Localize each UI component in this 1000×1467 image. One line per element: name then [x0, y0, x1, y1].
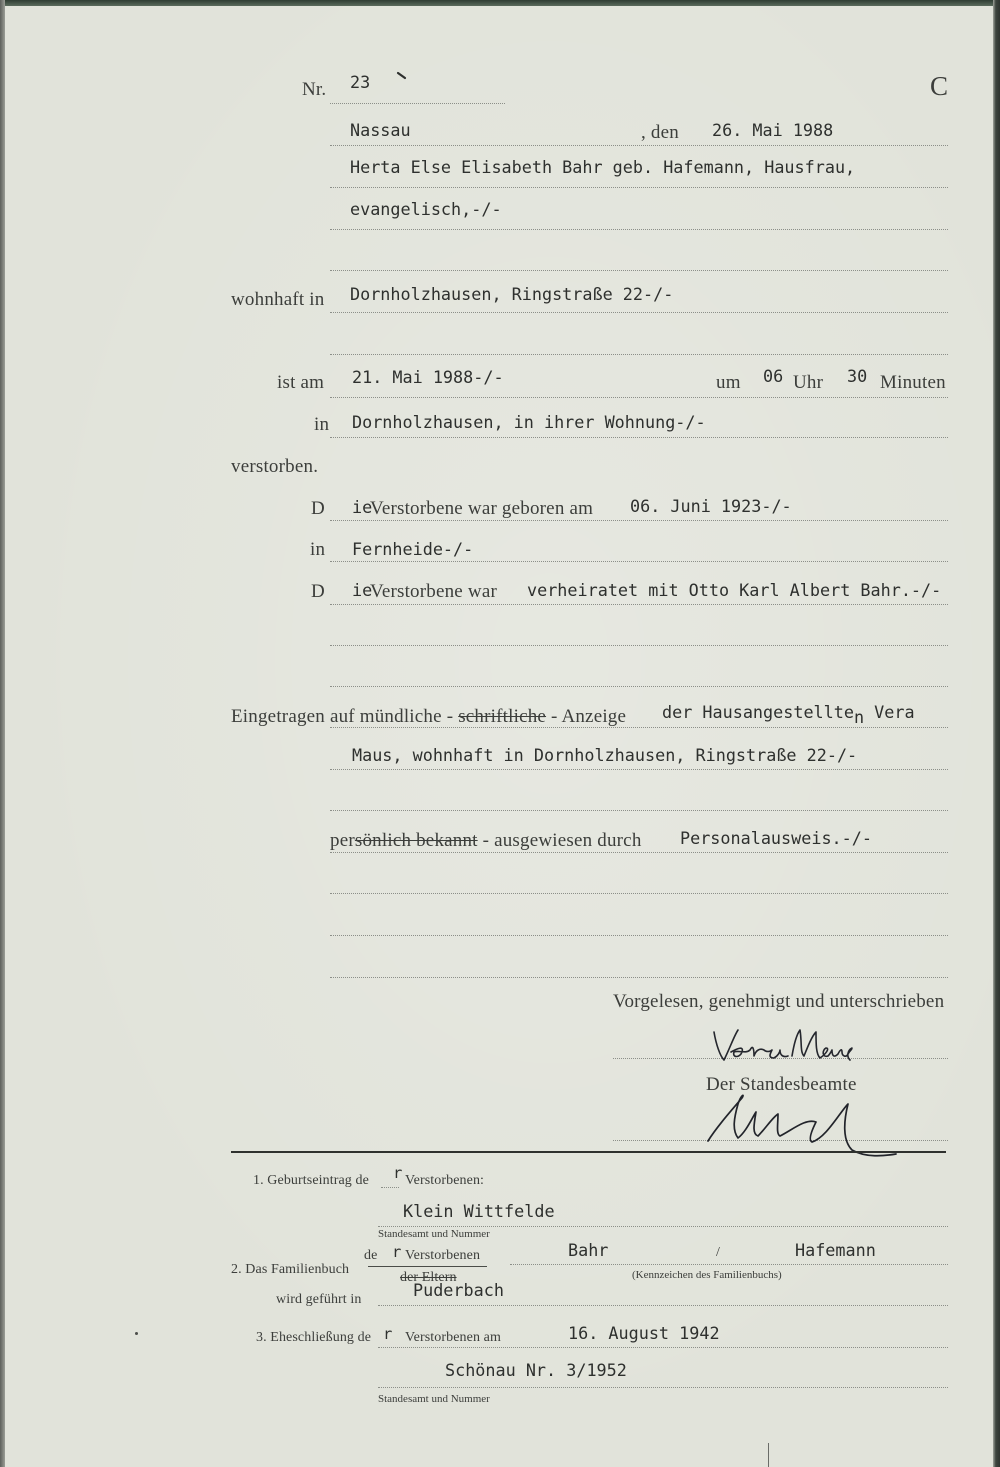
closing-statement: Vorgelesen, genehmigt und unterschrieben	[613, 991, 945, 1012]
family-book-caption: (Kennzeichen des Familienbuchs)	[632, 1269, 782, 1281]
marriage-date: 16. August 1942	[568, 1323, 720, 1343]
death-date-label: ist am	[277, 372, 325, 393]
form-line	[510, 1264, 948, 1265]
register-letter: C	[930, 71, 949, 101]
form-line	[330, 437, 948, 438]
family-book-separator: /	[716, 1245, 720, 1260]
um-label: um	[716, 372, 741, 393]
identification-suffix: - ausgewiesen durch	[477, 830, 642, 851]
registry-place: Nassau	[350, 120, 411, 140]
form-line	[330, 769, 948, 770]
form-line	[330, 270, 948, 271]
registrar-signature	[708, 1095, 896, 1155]
family-book-de: de	[364, 1248, 378, 1263]
form-line	[330, 686, 948, 687]
birth-entry-suffix: r	[393, 1164, 403, 1182]
form-line	[330, 893, 948, 894]
marriage-label: 3. Eheschließung de	[256, 1330, 372, 1345]
marriage-label-2: Verstorbenen am	[405, 1330, 501, 1345]
family-book-kept-label: wird geführt in	[276, 1292, 362, 1307]
marriage-caption: Standesamt und Nummer	[378, 1393, 490, 1405]
nr-label: Nr.	[302, 79, 327, 100]
death-minutes: 30	[847, 366, 868, 386]
page-edge-top	[0, 0, 1000, 6]
form-line	[330, 852, 948, 853]
family-book-name-1: Bahr	[568, 1240, 609, 1260]
minuten-label: Minuten	[880, 372, 946, 393]
registrar-title: Der Standesbeamte	[706, 1074, 857, 1095]
form-line	[378, 1387, 948, 1388]
verstorben-label: verstorben.	[231, 456, 319, 477]
form-line	[378, 1347, 948, 1348]
family-book-name-2: Hafemann	[795, 1240, 876, 1260]
identification-prefix: per	[330, 830, 355, 851]
form-line	[330, 604, 948, 605]
report-label-prefix: Eingetragen auf mündliche -	[231, 706, 459, 727]
family-book-suffix: r	[392, 1243, 402, 1261]
uhr-label: Uhr	[793, 372, 824, 393]
form-line	[330, 645, 948, 646]
marriage-office: Schönau Nr. 3/1952	[445, 1360, 627, 1380]
birth-d-label: D	[311, 498, 325, 519]
form-line	[330, 561, 948, 562]
birth-place-label: in	[310, 539, 326, 560]
form-line	[330, 520, 948, 521]
birth-ie: ie	[352, 497, 373, 517]
report-label	[231, 707, 626, 727]
form-line	[330, 810, 948, 811]
form-line	[330, 312, 948, 313]
residence-value: Dornholzhausen, Ringstraße 22-/-	[350, 284, 674, 304]
bottom-tick-mark	[768, 1443, 769, 1467]
form-line	[330, 935, 948, 936]
informant-b: Vera	[864, 702, 915, 722]
marital-status: verheiratet mit Otto Karl Albert Bahr.-/-	[527, 580, 942, 600]
marriage-suffix: r	[383, 1325, 393, 1343]
form-line	[378, 1226, 948, 1227]
form-line	[330, 977, 948, 978]
family-book-kept-value: Puderbach	[413, 1280, 504, 1300]
family-book-fraction-line	[368, 1266, 487, 1267]
death-place: Dornholzhausen, in ihrer Wohnung-/-	[352, 412, 706, 432]
entry-number: 23	[350, 72, 371, 92]
footer-divider	[231, 1151, 946, 1153]
marital-label: Verstorbene war	[370, 581, 497, 602]
report-label-struck: schriftliche	[458, 706, 547, 727]
family-book-struck: der Eltern	[400, 1270, 457, 1285]
form-line	[330, 397, 948, 398]
birth-date: 06. Juni 1923-/-	[630, 496, 792, 516]
deceased-religion: evangelisch,-/-	[350, 199, 502, 219]
form-line	[330, 727, 948, 728]
form-line	[330, 145, 948, 146]
paper-speck	[135, 1332, 138, 1335]
residence-label: wohnhaft in	[231, 289, 325, 310]
form-line	[330, 229, 948, 230]
entry-number-line	[330, 103, 505, 104]
report-label-suffix: - Anzeige	[546, 706, 627, 727]
registry-date: 26. Mai 1988	[712, 120, 834, 140]
birth-entry-caption: Standesamt und Nummer	[378, 1228, 490, 1240]
family-book-verstorbenen: Verstorbenen	[405, 1248, 481, 1263]
marital-d-label: D	[311, 581, 325, 602]
identification-label	[330, 831, 642, 851]
witness-signature	[714, 1030, 852, 1060]
entry-number-mark	[398, 73, 405, 78]
birth-entry-label: 1. Geburtseintrag de	[253, 1173, 369, 1188]
death-place-label: in	[314, 414, 330, 435]
form-line	[330, 354, 948, 355]
birth-entry-label-2: Verstorbenen:	[405, 1173, 485, 1188]
page-edge-left	[0, 0, 5, 1467]
den-label: , den	[641, 122, 679, 143]
death-hour: 06	[763, 366, 784, 386]
deceased-name-line: Herta Else Elisabeth Bahr geb. Hafemann, Hausfrau,	[350, 157, 856, 177]
witness-signature-line	[613, 1058, 948, 1059]
identification-document: Personalausweis.-/-	[680, 828, 872, 848]
page-edge-right	[993, 0, 1000, 1467]
birth-place: Fernheide-/-	[352, 539, 474, 559]
marital-ie: ie	[352, 580, 373, 600]
informant-a: der Hausangestellte	[662, 702, 854, 722]
birth-entry-suffix-line	[381, 1187, 399, 1188]
family-book-label: 2. Das Familienbuch	[231, 1262, 350, 1277]
registrar-signature-line	[613, 1140, 948, 1141]
form-line	[378, 1305, 948, 1306]
informant-line-2: Maus, wohnhaft in Dornholzhausen, Ringstraße 22-/-	[352, 745, 858, 765]
identification-struck: sönlich bekannt	[354, 830, 478, 851]
birth-entry-office: Klein Wittfelde	[403, 1201, 555, 1221]
informant-line-1	[662, 702, 915, 727]
form-line	[330, 187, 948, 188]
informant-n: n	[853, 707, 865, 727]
death-date: 21. Mai 1988-/-	[352, 367, 504, 387]
birth-label: Verstorbene war geboren am	[370, 498, 594, 519]
